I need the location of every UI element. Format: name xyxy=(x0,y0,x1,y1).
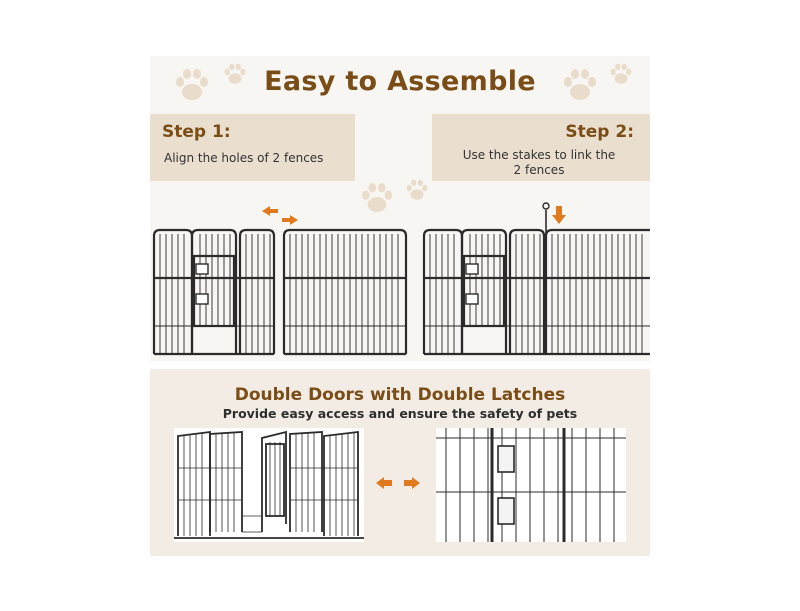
fence-illustration-step-2 xyxy=(420,226,650,356)
paw-print-icon xyxy=(358,182,396,214)
step-2-label: Step 2: xyxy=(565,122,634,142)
down-arrow-icon xyxy=(552,206,566,224)
paw-print-icon xyxy=(404,178,430,202)
step-2-text xyxy=(444,148,634,178)
latch-closeup-photo xyxy=(436,428,626,542)
step-1-label: Step 1: xyxy=(162,122,231,142)
product-infographic xyxy=(150,56,650,556)
double-arrow-icon xyxy=(376,476,420,490)
double-arrow-icon xyxy=(262,206,302,226)
doors-title: Double Doors with Double Latches xyxy=(234,385,566,405)
page-title: Easy to Assemble xyxy=(264,66,536,97)
step-2-card xyxy=(432,114,650,181)
step-1-text: Align the holes of 2 fences xyxy=(164,151,324,165)
step-1-card xyxy=(150,114,355,181)
fence-door-photo xyxy=(174,428,364,542)
doors-subtitle: Provide easy access and ensure the safety of pets xyxy=(222,406,578,421)
step-2-text-line-2: 2 fences xyxy=(513,163,565,177)
step-2-text-line-1: Use the stakes to link the xyxy=(462,148,616,162)
fence-illustration-step-1 xyxy=(150,226,412,356)
